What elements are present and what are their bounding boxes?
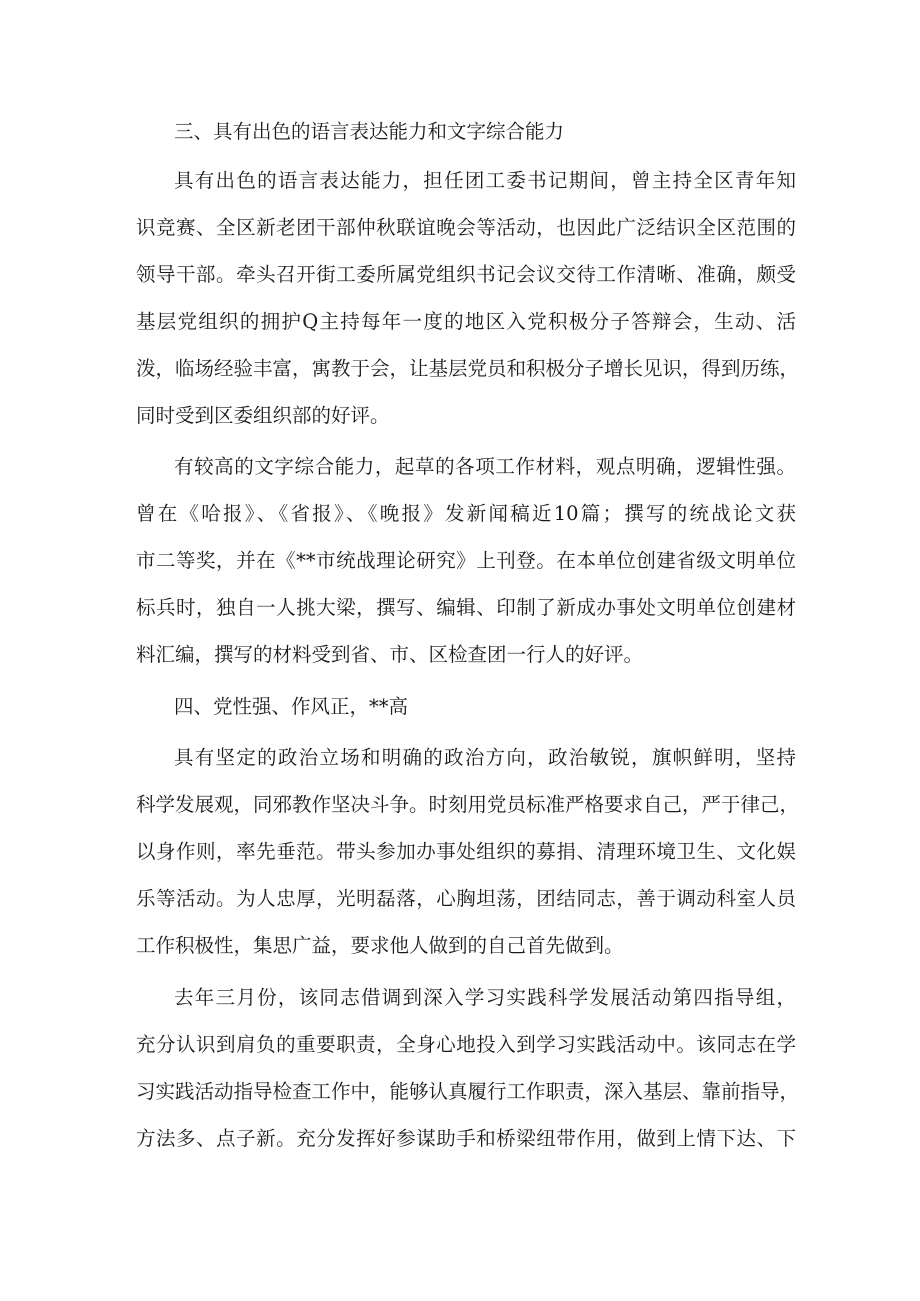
paragraph-line: 乐等活动。为人忠厚，光明磊落，心胸坦荡，团结同志，善于调动科室人员 bbox=[136, 887, 796, 910]
paragraph-line: 基层党组织的拥护Q主持每年一度的地区入党积极分子答辩会，生动、活 bbox=[136, 310, 796, 333]
paragraph-line: 料汇编，撰写的材料受到省、市、区检查团一行人的好评。 bbox=[136, 643, 644, 666]
paragraph-line: 充分认识到肩负的重要职责，全身心地投入到学习实践活动中。该同志在学 bbox=[136, 1033, 796, 1056]
paragraph-line: 领导干部。牵头召开街工委所属党组织书记会议交待工作清晰、准确，颇受 bbox=[136, 263, 796, 286]
section-heading-3: 三、具有出色的语言表达能力和文字综合能力 bbox=[174, 120, 565, 143]
paragraph-line: 习实践活动指导检查工作中，能够认真履行工作职责，深入基层、靠前指导， bbox=[136, 1080, 800, 1103]
paragraph-line: 市二等奖，并在《**市统战理论研究》上刊登。在本单位创建省级文明单位 bbox=[136, 549, 796, 572]
section-heading-4: 四、党性强、作风正，**高 bbox=[174, 695, 409, 718]
paragraph-line: 去年三月份，该同志借调到深入学习实践科学发展活动第四指导组， bbox=[174, 986, 796, 1009]
paragraph-line: 方法多、点子新。充分发挥好参谋助手和桥梁纽带作用，做到上情下达、下 bbox=[136, 1127, 796, 1150]
paragraph-line: 以身作则，率先垂范。带头参加办事处组织的募捐、清理环境卫生、文化娱 bbox=[136, 840, 796, 863]
paragraph-line: 工作积极性，集思广益，要求他人做到的自己首先做到。 bbox=[136, 934, 624, 957]
paragraph-line: 具有出色的语言表达能力，担任团工委书记期间，曾主持全区青年知 bbox=[174, 169, 796, 192]
paragraph-line: 标兵时，独自一人挑大梁，撰写、编辑、印制了新成办事处文明单位创建材 bbox=[136, 596, 796, 619]
paragraph-line: 曾在《哈报》、《省报》、《晚报》发新闻稿近10篇；撰写的统战论文获 bbox=[136, 502, 796, 525]
paragraph-line: 识竞赛、全区新老团干部仲秋联谊晚会等活动，也因此广泛结识全区范围的 bbox=[136, 216, 796, 239]
paragraph-line: 科学发展观，同邪教作坚决斗争。时刻用党员标准严格要求自己，严于律己， bbox=[136, 793, 800, 816]
paragraph-line: 同时受到区委组织部的好评。 bbox=[136, 404, 390, 427]
paragraph-line: 有较高的文字综合能力，起草的各项工作材料，观点明确，逻辑性强。 bbox=[174, 455, 796, 478]
paragraph-line: 具有坚定的政治立场和明确的政治方向，政治敏锐，旗帜鲜明，坚持 bbox=[174, 746, 796, 769]
paragraph-line: 泼，临场经验丰富，寓教于会，让基层党员和积极分子增长见识，得到历练， bbox=[136, 357, 800, 380]
